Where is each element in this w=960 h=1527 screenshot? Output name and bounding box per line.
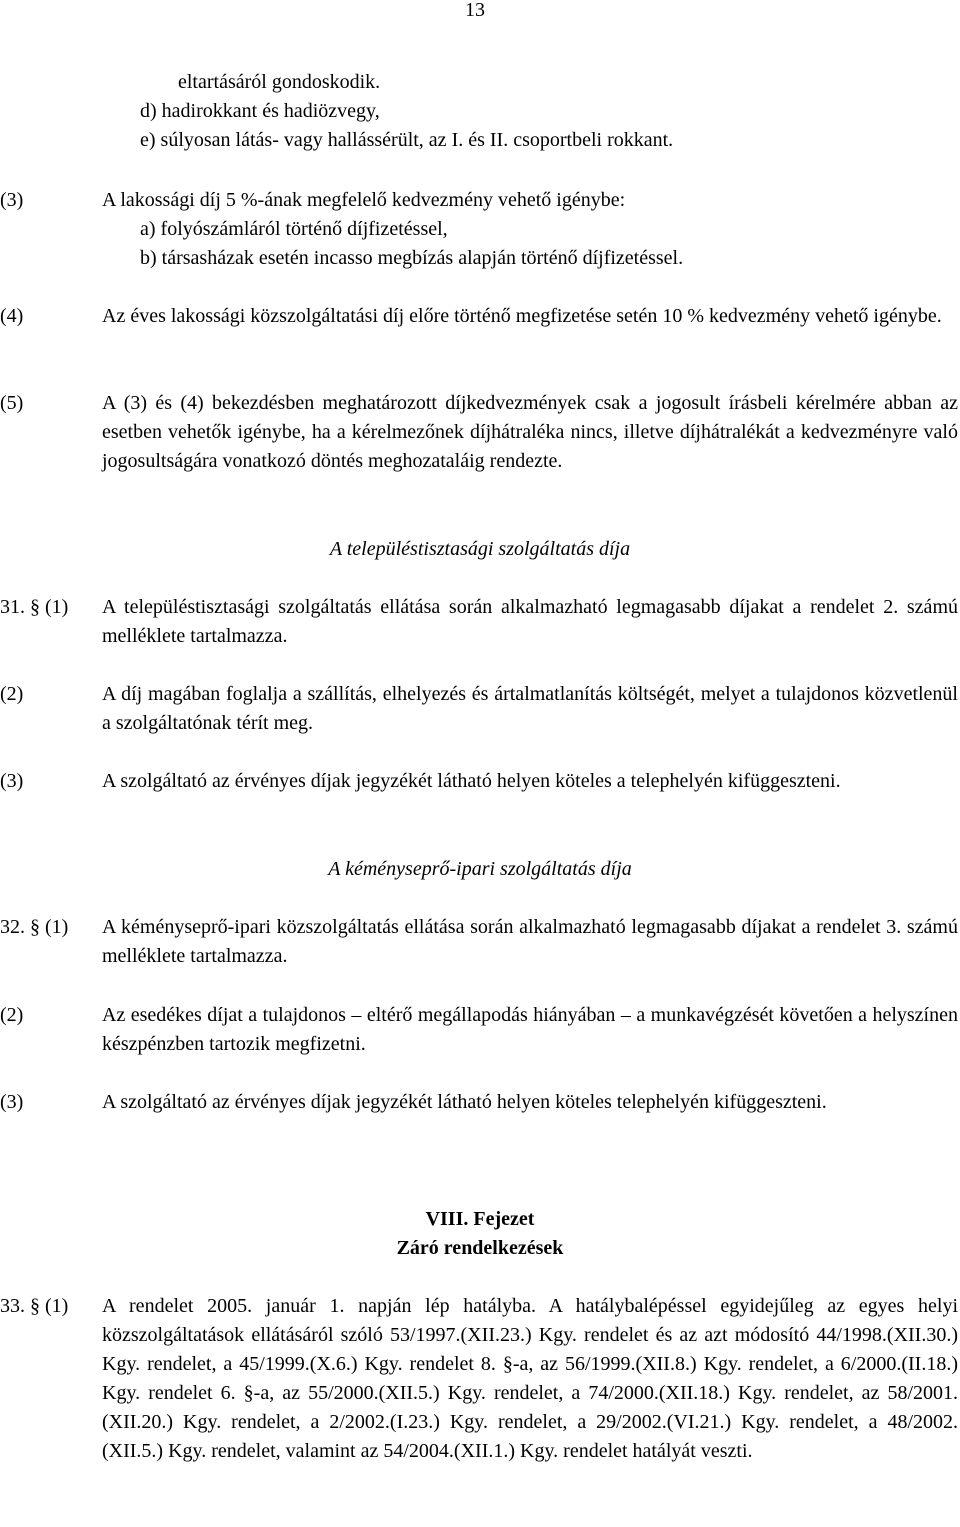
section-heading: A kéményseprő-ipari szolgáltatás díja [328, 858, 632, 880]
paragraph-text: A kéményseprő-ipari közszolgáltatás ellátása során alkalmazható legmagasabb díjakat a rendelet 3. számú melléklete tartalmazza. [102, 916, 958, 967]
section-heading: A településtisztasági szolgáltatás díja [329, 538, 631, 560]
paragraph-3 [0, 186, 960, 274]
section-31-para-1 [0, 593, 960, 651]
paragraph-number: (2) [0, 683, 24, 705]
list-item-b: b) társasházak esetén incasso megbízás alapján történő díjfizetéssel. [140, 247, 684, 269]
section-32-para-3 [0, 1088, 960, 1146]
paragraph-text: Az esedékes díjat a tulajdonos – eltérő megállapodás hiányában – a munkavégzését követően a helyszínen készpénzben tartozik megfizetni. [102, 1004, 958, 1055]
paragraph-4 [0, 302, 960, 360]
paragraph-text: A lakossági díj 5 %-ának megfelelő kedvezmény vehető igénybe: [102, 189, 626, 211]
section-33-para-1 [0, 1292, 960, 1524]
chapter-title: VIII. Fejezet [425, 1208, 535, 1230]
list-item-e: e) súlyosan látás- vagy hallássérült, az I. és II. csoportbeli rokkant. [140, 129, 674, 151]
paragraph-number: (3) [0, 770, 24, 792]
section-32-para-2 [0, 1001, 960, 1059]
paragraph-5 [0, 389, 960, 505]
paragraph-text: A szolgáltató az érvényes díjak jegyzékét látható helyen köteles a telephelyén kifüggeszteni. [102, 770, 841, 792]
section-number: 32. § (1) [0, 916, 69, 938]
section-number: 31. § (1) [0, 596, 69, 618]
section-31-para-3 [0, 767, 960, 825]
chapter-subtitle: Záró rendelkezések [396, 1237, 564, 1259]
section-number: 33. § (1) [0, 1295, 69, 1317]
list-item-a: a) folyószámláról történő díjfizetéssel, [140, 218, 448, 240]
section-31-para-2 [0, 680, 960, 738]
list-item-d: d) hadirokkant és hadiözvegy, [140, 100, 380, 122]
intro-line: eltartásáról gondoskodik. [178, 71, 381, 93]
paragraph-text: Az éves lakossági közszolgáltatási díj előre történő megfizetése setén 10 % kedvezmény vehető igénybe. [102, 305, 942, 327]
paragraph-number: (2) [0, 1004, 24, 1026]
paragraph-text: A szolgáltató az érvényes díjak jegyzékét látható helyen köteles telephelyén kifüggeszteni. [102, 1091, 827, 1113]
section-32-para-1 [0, 913, 960, 971]
paragraph-text: A településtisztasági szolgáltatás ellátása során alkalmazható legmagasabb díjakat a rendelet 2. számú melléklete tartalmazza. [102, 596, 958, 647]
paragraph-number: (4) [0, 305, 24, 327]
paragraph-number: (3) [0, 1091, 24, 1113]
paragraph-text: A (3) és (4) bekezdésben meghatározott díjkedvezmények csak a jogosult írásbeli kérelmére abban az esetben vehetők igénybe, ha a kérelmezőnek díjhátraléka nincs, illetve díjhátralékát a kedvezményre való jogosultságára vonatkozó döntés meghozataláig rendezte. [102, 392, 958, 472]
page-number: 13 [465, 0, 485, 21]
paragraph-number: (3) [0, 189, 24, 211]
paragraph-text: A rendelet 2005. január 1. napján lép hatályba. A hatálybalépéssel egyidejűleg az egyes helyi közszolgáltatások ellátásáról szóló 53/1997.(XII.23.) Kgy. rendelet és az azt módosító 44/1998.(XII.30.) Kgy. rendelet, a 45/1999.(X.6.) Kgy. rendelet 8. §-a, az 56/1999.(XII.8.) Kgy. rendelet, a 6/2000.(II.18.) Kgy. rendelet 6. §-a, az 55/2000.(XII.5.) Kgy. rendelet, a 74/2000.(XII.18.) Kgy. rendelet, az 58/2001.(XII.20.) Kgy. rendelet, a 2/2002.(I.23.) Kgy. rendelet, a 29/2002.(VI.21.) Kgy. rendelet, a 48/2002.(XII.5.) Kgy. rendelet, valamint az 54/2004.(XII.1.) Kgy. rendelet hatályát veszti. [102, 1295, 958, 1462]
paragraph-number: (5) [0, 392, 24, 414]
paragraph-text: A díj magában foglalja a szállítás, elhelyezés és ártalmatlanítás költségét, melyet a tulajdonos közvetlenül a szolgáltatónak térít meg. [102, 683, 958, 734]
